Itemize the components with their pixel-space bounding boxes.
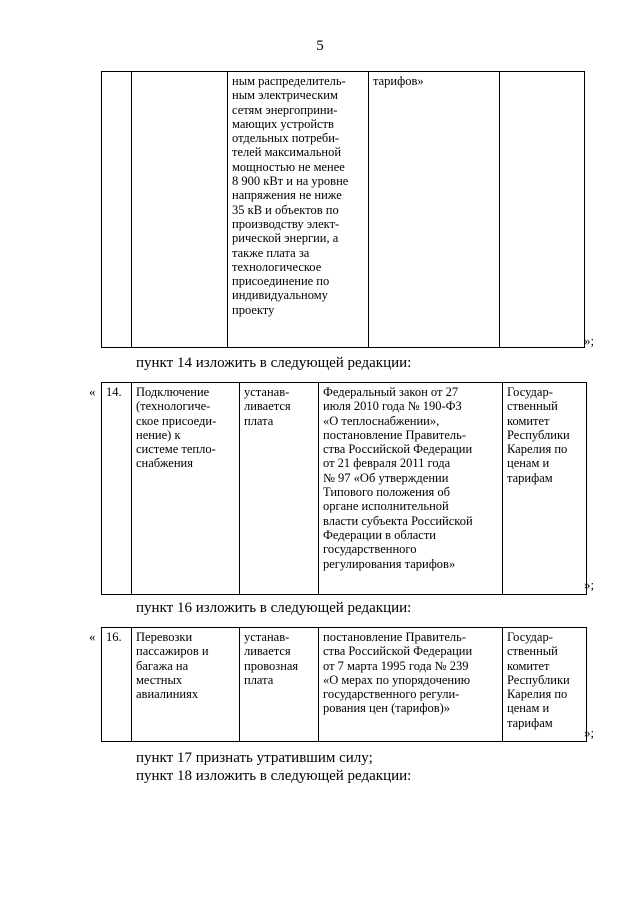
cell-text-line: (технологиче- <box>136 399 211 414</box>
cell-text-line: рования цен (тарифов)» <box>323 701 451 716</box>
cell-text-line: от 7 марта 1995 года № 239 <box>323 658 469 673</box>
cell-text-line: пассажиров и <box>136 644 209 659</box>
cell-text-line: ственный <box>507 399 558 414</box>
cell-text-line: Республики <box>507 427 570 442</box>
page-number: 5 <box>316 38 324 54</box>
cell-fee <box>240 383 319 595</box>
cell-text-line: Перевозки <box>136 630 193 644</box>
cell-text-line: Республики <box>507 672 570 687</box>
cell-text-line: ства Российской Федерации <box>323 442 473 457</box>
cell-text-line: ственный <box>507 644 558 659</box>
cell-authority <box>500 72 585 348</box>
cell-text-line: «О мерах по упорядочению <box>323 672 471 687</box>
cell-text-line: комитет <box>507 413 550 428</box>
cell-service <box>132 628 240 742</box>
cell-text-line: Федеральный закон от 27 <box>323 385 459 399</box>
cell-text-line: ценам и <box>507 456 550 471</box>
cell-text-line: багажа на <box>136 658 189 673</box>
cell-text-line: государственного регули- <box>323 687 460 702</box>
cell-basis <box>369 72 500 348</box>
cell-text-line: «О теплоснабжении», <box>323 413 440 428</box>
authority-lines <box>507 385 582 485</box>
cell-text-line: ным распределитель- <box>232 74 346 88</box>
cell-text-line: мощностью не менее <box>232 159 345 174</box>
cell-text-line: мающих устройств <box>232 116 334 131</box>
cell-text-line: телей максимальной <box>232 145 342 160</box>
cell-legal-basis <box>319 628 503 742</box>
cell-text-line: сетям энергоприни- <box>232 102 338 117</box>
cell-text-line: производству элект- <box>232 216 340 231</box>
cell-text-line: регулирования тарифов» <box>323 556 456 571</box>
cell-text-line: отдельных потреби- <box>232 131 340 146</box>
cell-text-line: ливается <box>244 644 291 659</box>
cell-text-line: снабжения <box>136 456 193 471</box>
cell-text-line: устанав- <box>244 385 290 399</box>
paragraph-point-18: пункт 18 изложить в следующей редакции: <box>136 768 412 784</box>
cell-text-line: комитет <box>507 658 550 673</box>
cell-text-line: плата <box>244 413 274 428</box>
description-lines <box>232 74 364 317</box>
cell-num <box>102 72 132 348</box>
row-number: 16. <box>106 630 122 644</box>
cell-text-line: Карелия по <box>507 442 568 457</box>
paragraph-point-17: пункт 17 признать утратившим силу; <box>136 750 373 766</box>
cell-text-line: Федерации в области <box>323 527 436 542</box>
cell-text-line: власти субъекта Российской <box>323 513 473 528</box>
cell-text-line: местных <box>136 672 183 687</box>
cell-text-line: постановление Правитель- <box>323 630 467 644</box>
cell-text-line: ства Российской Федерации <box>323 644 473 659</box>
cell-text-line: авиалиниях <box>136 687 199 702</box>
cell-fee <box>240 628 319 742</box>
cell-text-line: также плата за <box>232 245 310 260</box>
table-row-16 <box>101 627 587 742</box>
quote-close-mark: »; <box>584 333 595 348</box>
cell-legal-basis <box>319 383 503 595</box>
cell-text-line: тарифам <box>507 470 553 485</box>
table-continued <box>101 71 585 348</box>
cell-num <box>102 383 132 595</box>
cell-text-line: Типового положения об <box>323 485 451 500</box>
cell-text-line: государственного <box>323 542 417 557</box>
cell-text-line: ливается <box>244 399 291 414</box>
quote-open-mark: « <box>89 384 96 399</box>
cell-text-line: постановление Правитель- <box>323 427 467 442</box>
cell-text-line: индивидуальному <box>232 288 328 303</box>
cell-text-line: технологическое <box>232 259 322 274</box>
row-number: 14. <box>106 385 122 399</box>
cell-text-line: рической энергии, а <box>232 231 339 246</box>
paragraph-point-16: пункт 16 изложить в следующей редакции: <box>136 600 412 616</box>
cell-text-line: присоединение по <box>232 274 330 289</box>
basis-text: тарифов» <box>373 74 424 88</box>
cell-text-line: № 97 «Об утверждении <box>323 470 449 485</box>
quote-close-mark: »; <box>584 725 595 740</box>
cell-text-line: тарифам <box>507 715 553 730</box>
cell-text-line: проекту <box>232 302 275 317</box>
cell-text-line: июля 2010 года № 190-ФЗ <box>323 399 462 414</box>
cell-text-line: ценам и <box>507 701 550 716</box>
quote-open-mark: « <box>89 629 96 644</box>
cell-text-line: от 21 февраля 2011 года <box>323 456 451 471</box>
legal-basis-lines <box>323 630 498 716</box>
fee-lines <box>244 385 314 428</box>
service-lines <box>136 630 235 701</box>
cell-text-line: ным электрическим <box>232 88 338 103</box>
table-row-14 <box>101 382 587 595</box>
legal-basis-lines <box>323 385 498 571</box>
cell-service <box>132 72 228 348</box>
cell-text-line: нение) к <box>136 427 181 442</box>
paragraph-point-14: пункт 14 изложить в следующей редакции: <box>136 355 412 371</box>
cell-text-line: 35 кВ и объектов по <box>232 202 339 217</box>
quote-close-mark: »; <box>584 577 595 592</box>
service-lines <box>136 385 235 471</box>
cell-service <box>132 383 240 595</box>
cell-text-line: органе исполнительной <box>323 499 449 514</box>
cell-text-line: устанав- <box>244 630 290 644</box>
cell-text-line: Подключение <box>136 385 210 399</box>
authority-lines <box>507 630 582 730</box>
cell-text-line: системе тепло- <box>136 442 216 457</box>
cell-text-line: Государ- <box>507 630 553 644</box>
cell-text-line: провозная <box>244 658 299 673</box>
cell-text-line: 8 900 кВт и на уровне <box>232 174 349 189</box>
cell-text-line: Карелия по <box>507 687 568 702</box>
cell-text-line: ское присоеди- <box>136 413 217 428</box>
cell-authority <box>503 383 587 595</box>
cell-text-line: Государ- <box>507 385 553 399</box>
cell-description <box>228 72 369 348</box>
fee-lines <box>244 630 314 687</box>
cell-authority <box>503 628 587 742</box>
cell-num <box>102 628 132 742</box>
cell-text-line: напряжения не ниже <box>232 188 342 203</box>
cell-text-line: плата <box>244 672 274 687</box>
